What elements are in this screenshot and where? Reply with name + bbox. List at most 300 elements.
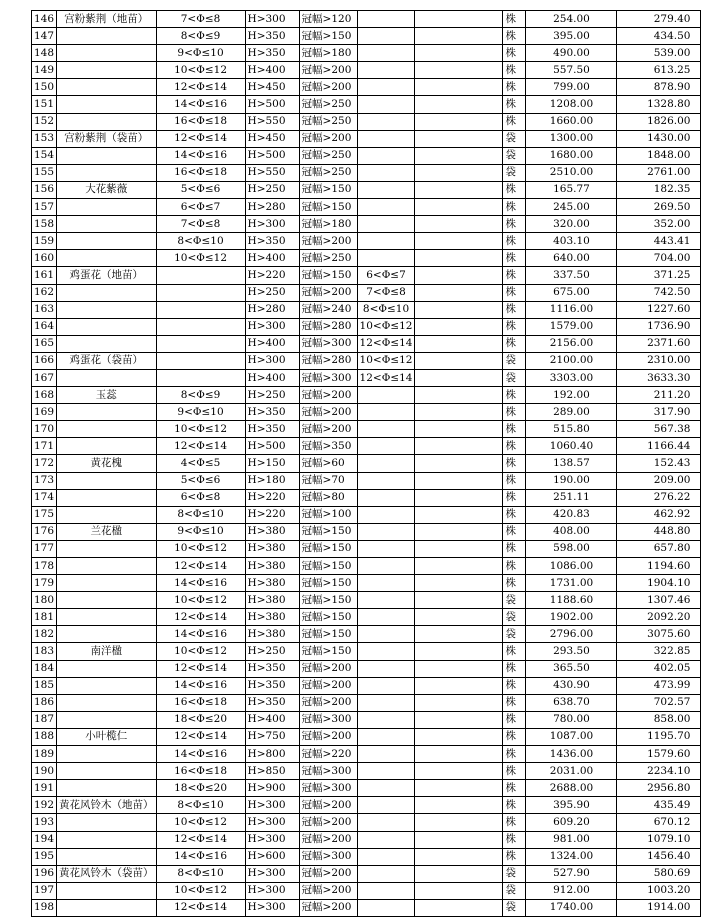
unit: 株: [503, 694, 526, 711]
unit: 株: [503, 301, 526, 318]
plant-name: [57, 694, 157, 711]
diameter-spec-alt: [357, 677, 415, 694]
diameter-spec-alt: [357, 250, 415, 267]
unit-price: 2156.00: [526, 335, 617, 352]
total-price: 211.20: [617, 387, 701, 404]
diameter-spec-alt: [357, 199, 415, 216]
plant-name: [57, 147, 157, 164]
diameter-spec-alt: [357, 79, 415, 96]
diameter-spec: 12<Φ≤14: [156, 831, 245, 848]
unit: 株: [503, 199, 526, 216]
total-price: 1166.44: [617, 438, 701, 455]
table-row: [32, 387, 701, 404]
unit: 株: [503, 455, 526, 472]
unit-price: 557.50: [526, 62, 617, 79]
unit: 株: [503, 575, 526, 592]
height-spec: H>250: [245, 284, 299, 301]
plant-name: [57, 45, 157, 62]
row-number: 183: [32, 643, 57, 660]
blank-cell: [415, 609, 503, 626]
height-spec: H>350: [245, 421, 299, 438]
total-price: 702.57: [617, 694, 701, 711]
total-price: 1456.40: [617, 848, 701, 865]
diameter-spec: 14<Φ≤16: [156, 848, 245, 865]
crown-spec: 冠幅>200: [299, 79, 357, 96]
total-price: 276.22: [617, 489, 701, 506]
height-spec: H>180: [245, 472, 299, 489]
diameter-spec: [156, 335, 245, 352]
table-row: [32, 694, 701, 711]
table-row: [32, 79, 701, 96]
table-row: [32, 28, 701, 45]
unit: 株: [503, 28, 526, 45]
table-row: [32, 421, 701, 438]
diameter-spec-alt: [357, 45, 415, 62]
diameter-spec-alt: [357, 181, 415, 198]
blank-cell: [415, 592, 503, 609]
crown-spec: 冠幅>150: [299, 643, 357, 660]
unit-price: 403.10: [526, 233, 617, 250]
plant-name: [57, 626, 157, 643]
diameter-spec-alt: [357, 523, 415, 540]
plant-name: [57, 199, 157, 216]
diameter-spec: 10<Φ≤12: [156, 62, 245, 79]
table-row: [32, 523, 701, 540]
blank-cell: [415, 848, 503, 865]
diameter-spec-alt: [357, 558, 415, 575]
crown-spec: 冠幅>120: [299, 11, 357, 28]
plant-name: 黄花槐: [57, 455, 157, 472]
total-price: 1195.70: [617, 728, 701, 745]
height-spec: H>220: [245, 267, 299, 284]
blank-cell: [415, 899, 503, 916]
row-number: 154: [32, 147, 57, 164]
table-row: [32, 797, 701, 814]
crown-spec: 冠幅>250: [299, 147, 357, 164]
diameter-spec: 6<Φ≤8: [156, 489, 245, 506]
unit: 株: [503, 79, 526, 96]
blank-cell: [415, 558, 503, 575]
unit: 株: [503, 814, 526, 831]
crown-spec: 冠幅>350: [299, 438, 357, 455]
unit: 株: [503, 250, 526, 267]
plant-name: [57, 558, 157, 575]
unit-price: 2100.00: [526, 352, 617, 369]
diameter-spec: 10<Φ≤12: [156, 250, 245, 267]
table-row: [32, 404, 701, 421]
row-number: 175: [32, 506, 57, 523]
table-row: [32, 284, 701, 301]
crown-spec: 冠幅>240: [299, 301, 357, 318]
total-price: 182.35: [617, 181, 701, 198]
unit-price: 1579.00: [526, 318, 617, 335]
unit: 株: [503, 558, 526, 575]
diameter-spec: [156, 301, 245, 318]
diameter-spec-alt: [357, 831, 415, 848]
table-row: [32, 575, 701, 592]
diameter-spec: 10<Φ≤12: [156, 643, 245, 660]
diameter-spec: 12<Φ≤14: [156, 609, 245, 626]
table-row: [32, 746, 701, 763]
blank-cell: [415, 233, 503, 250]
unit: 袋: [503, 164, 526, 181]
diameter-spec: 12<Φ≤14: [156, 558, 245, 575]
unit-price: 981.00: [526, 831, 617, 848]
height-spec: H>300: [245, 814, 299, 831]
unit: 株: [503, 233, 526, 250]
unit: 株: [503, 284, 526, 301]
table-row: [32, 455, 701, 472]
unit-price: 337.50: [526, 267, 617, 284]
unit-price: 254.00: [526, 11, 617, 28]
diameter-spec-alt: [357, 164, 415, 181]
diameter-spec-alt: [357, 96, 415, 113]
height-spec: H>300: [245, 831, 299, 848]
unit-price: 912.00: [526, 882, 617, 899]
diameter-spec: [156, 318, 245, 335]
total-price: 352.00: [617, 216, 701, 233]
unit: 株: [503, 335, 526, 352]
row-number: 146: [32, 11, 57, 28]
diameter-spec: 12<Φ≤14: [156, 79, 245, 96]
table-row: [32, 592, 701, 609]
unit-price: 527.90: [526, 865, 617, 882]
table-row: [32, 489, 701, 506]
unit-price: 1660.00: [526, 113, 617, 130]
unit-price: 245.00: [526, 199, 617, 216]
total-price: 462.92: [617, 506, 701, 523]
height-spec: H>300: [245, 899, 299, 916]
unit-price: 1680.00: [526, 147, 617, 164]
row-number: 157: [32, 199, 57, 216]
row-number: 181: [32, 609, 57, 626]
unit: 袋: [503, 882, 526, 899]
table-row: [32, 45, 701, 62]
unit-price: 1086.00: [526, 558, 617, 575]
row-number: 180: [32, 592, 57, 609]
row-number: 176: [32, 523, 57, 540]
crown-spec: 冠幅>200: [299, 814, 357, 831]
table-row: [32, 660, 701, 677]
total-price: 371.25: [617, 267, 701, 284]
row-number: 186: [32, 694, 57, 711]
unit-price: 408.00: [526, 523, 617, 540]
table-row: [32, 216, 701, 233]
blank-cell: [415, 318, 503, 335]
table-row: [32, 814, 701, 831]
height-spec: H>380: [245, 558, 299, 575]
unit-price: 490.00: [526, 45, 617, 62]
diameter-spec: 7<Φ≤8: [156, 216, 245, 233]
total-price: 2092.20: [617, 609, 701, 626]
diameter-spec: 14<Φ≤16: [156, 575, 245, 592]
table-row: [32, 899, 701, 916]
unit-price: 138.57: [526, 455, 617, 472]
plant-name: [57, 763, 157, 780]
row-number: 177: [32, 540, 57, 557]
table-row: [32, 882, 701, 899]
crown-spec: 冠幅>200: [299, 865, 357, 882]
diameter-spec: 10<Φ≤12: [156, 421, 245, 438]
plant-name: [57, 438, 157, 455]
unit: 株: [503, 96, 526, 113]
unit-price: 320.00: [526, 216, 617, 233]
height-spec: H>900: [245, 780, 299, 797]
table-row: [32, 711, 701, 728]
blank-cell: [415, 660, 503, 677]
height-spec: H>550: [245, 113, 299, 130]
height-spec: H>380: [245, 609, 299, 626]
height-spec: H>300: [245, 352, 299, 369]
table-row: [32, 763, 701, 780]
diameter-spec-alt: [357, 899, 415, 916]
diameter-spec-alt: [357, 438, 415, 455]
diameter-spec-alt: [357, 746, 415, 763]
plant-name: [57, 79, 157, 96]
plant-name: [57, 335, 157, 352]
height-spec: H>300: [245, 865, 299, 882]
diameter-spec: [156, 369, 245, 386]
row-number: 188: [32, 728, 57, 745]
table-row: [32, 318, 701, 335]
table-row: [32, 62, 701, 79]
plant-name: 玉蕊: [57, 387, 157, 404]
unit: 袋: [503, 626, 526, 643]
unit-price: 1300.00: [526, 130, 617, 147]
plant-name: [57, 660, 157, 677]
diameter-spec-alt: [357, 421, 415, 438]
unit: 株: [503, 523, 526, 540]
blank-cell: [415, 540, 503, 557]
diameter-spec-alt: [357, 865, 415, 882]
height-spec: H>250: [245, 643, 299, 660]
table-row: [32, 506, 701, 523]
height-spec: H>280: [245, 199, 299, 216]
height-spec: H>550: [245, 164, 299, 181]
blank-cell: [415, 404, 503, 421]
unit-price: 190.00: [526, 472, 617, 489]
plant-name: [57, 575, 157, 592]
diameter-spec-alt: [357, 233, 415, 250]
blank-cell: [415, 421, 503, 438]
diameter-spec-alt: [357, 626, 415, 643]
unit-price: 1731.00: [526, 575, 617, 592]
total-price: 2234.10: [617, 763, 701, 780]
diameter-spec: 7<Φ≤8: [156, 11, 245, 28]
diameter-spec: 10<Φ≤12: [156, 814, 245, 831]
unit-price: 395.00: [526, 28, 617, 45]
diameter-spec-alt: [357, 130, 415, 147]
row-number: 198: [32, 899, 57, 916]
crown-spec: 冠幅>200: [299, 387, 357, 404]
plant-name: [57, 318, 157, 335]
table-row: [32, 728, 701, 745]
row-number: 194: [32, 831, 57, 848]
plant-name: 兰花楹: [57, 523, 157, 540]
total-price: 322.85: [617, 643, 701, 660]
crown-spec: 冠幅>150: [299, 181, 357, 198]
total-price: 580.69: [617, 865, 701, 882]
row-number: 174: [32, 489, 57, 506]
unit: 株: [503, 848, 526, 865]
crown-spec: 冠幅>300: [299, 848, 357, 865]
total-price: 613.25: [617, 62, 701, 79]
unit: 株: [503, 540, 526, 557]
unit-price: 2796.00: [526, 626, 617, 643]
total-price: 3075.60: [617, 626, 701, 643]
blank-cell: [415, 677, 503, 694]
plant-name: [57, 848, 157, 865]
blank-cell: [415, 626, 503, 643]
plant-name: [57, 899, 157, 916]
table-row: [32, 643, 701, 660]
table-row: [32, 780, 701, 797]
unit-price: 2688.00: [526, 780, 617, 797]
unit: 株: [503, 267, 526, 284]
diameter-spec: [156, 352, 245, 369]
height-spec: H>350: [245, 694, 299, 711]
diameter-spec: 9<Φ≤10: [156, 45, 245, 62]
crown-spec: 冠幅>250: [299, 250, 357, 267]
blank-cell: [415, 797, 503, 814]
unit-price: 165.77: [526, 181, 617, 198]
height-spec: H>500: [245, 438, 299, 455]
blank-cell: [415, 575, 503, 592]
blank-cell: [415, 79, 503, 96]
unit: 株: [503, 763, 526, 780]
plant-name: [57, 814, 157, 831]
row-number: 156: [32, 181, 57, 198]
unit: 袋: [503, 592, 526, 609]
crown-spec: 冠幅>70: [299, 472, 357, 489]
unit-price: 1188.60: [526, 592, 617, 609]
diameter-spec: 12<Φ≤14: [156, 728, 245, 745]
diameter-spec: 8<Φ≤9: [156, 28, 245, 45]
blank-cell: [415, 45, 503, 62]
unit: 袋: [503, 130, 526, 147]
unit: 株: [503, 643, 526, 660]
row-number: 166: [32, 352, 57, 369]
unit-price: 1208.00: [526, 96, 617, 113]
total-price: 3633.30: [617, 369, 701, 386]
row-number: 147: [32, 28, 57, 45]
total-price: 539.00: [617, 45, 701, 62]
diameter-spec: 10<Φ≤12: [156, 592, 245, 609]
unit: 株: [503, 677, 526, 694]
unit: 株: [503, 489, 526, 506]
height-spec: H>400: [245, 369, 299, 386]
blank-cell: [415, 746, 503, 763]
unit: 株: [503, 387, 526, 404]
blank-cell: [415, 831, 503, 848]
row-number: 158: [32, 216, 57, 233]
row-number: 159: [32, 233, 57, 250]
row-number: 153: [32, 130, 57, 147]
crown-spec: 冠幅>300: [299, 335, 357, 352]
blank-cell: [415, 164, 503, 181]
total-price: 2371.60: [617, 335, 701, 352]
diameter-spec: 5<Φ≤6: [156, 472, 245, 489]
diameter-spec: 8<Φ≤10: [156, 233, 245, 250]
plant-name: 宫粉紫荆（袋苗）: [57, 130, 157, 147]
diameter-spec-alt: [357, 763, 415, 780]
diameter-spec-alt: [357, 11, 415, 28]
unit-price: 430.90: [526, 677, 617, 694]
crown-spec: 冠幅>150: [299, 558, 357, 575]
unit: 袋: [503, 352, 526, 369]
height-spec: H>350: [245, 45, 299, 62]
blank-cell: [415, 694, 503, 711]
diameter-spec: 8<Φ≤10: [156, 865, 245, 882]
plant-name: [57, 284, 157, 301]
row-number: 155: [32, 164, 57, 181]
blank-cell: [415, 472, 503, 489]
height-spec: H>450: [245, 79, 299, 96]
diameter-spec: 18<Φ≤20: [156, 711, 245, 728]
plant-name: 宫粉紫荆（地苗）: [57, 11, 157, 28]
table-row: [32, 11, 701, 28]
diameter-spec: 5<Φ≤6: [156, 181, 245, 198]
blank-cell: [415, 216, 503, 233]
unit: 株: [503, 728, 526, 745]
table-row: [32, 250, 701, 267]
plant-name: [57, 404, 157, 421]
crown-spec: 冠幅>180: [299, 45, 357, 62]
row-number: 171: [32, 438, 57, 455]
row-number: 162: [32, 284, 57, 301]
unit-price: 251.11: [526, 489, 617, 506]
plant-name: [57, 250, 157, 267]
crown-spec: 冠幅>200: [299, 421, 357, 438]
crown-spec: 冠幅>150: [299, 523, 357, 540]
total-price: 1194.60: [617, 558, 701, 575]
unit: 株: [503, 181, 526, 198]
unit: 株: [503, 746, 526, 763]
row-number: 164: [32, 318, 57, 335]
total-price: 1079.10: [617, 831, 701, 848]
price-table: [31, 10, 701, 917]
diameter-spec-alt: 10<Φ≤12: [357, 352, 415, 369]
blank-cell: [415, 728, 503, 745]
row-number: 196: [32, 865, 57, 882]
plant-name: [57, 216, 157, 233]
plant-name: [57, 301, 157, 318]
diameter-spec-alt: [357, 711, 415, 728]
crown-spec: 冠幅>200: [299, 233, 357, 250]
table-row: [32, 199, 701, 216]
height-spec: H>400: [245, 711, 299, 728]
table-row: [32, 369, 701, 386]
crown-spec: 冠幅>200: [299, 284, 357, 301]
row-number: 190: [32, 763, 57, 780]
diameter-spec-alt: [357, 489, 415, 506]
height-spec: H>380: [245, 592, 299, 609]
row-number: 160: [32, 250, 57, 267]
crown-spec: 冠幅>150: [299, 199, 357, 216]
diameter-spec: 10<Φ≤12: [156, 882, 245, 899]
diameter-spec: 8<Φ≤10: [156, 797, 245, 814]
table-row: [32, 147, 701, 164]
crown-spec: 冠幅>60: [299, 455, 357, 472]
plant-name: [57, 780, 157, 797]
unit: 株: [503, 438, 526, 455]
height-spec: H>220: [245, 489, 299, 506]
total-price: 567.38: [617, 421, 701, 438]
total-price: 269.50: [617, 199, 701, 216]
unit: 株: [503, 660, 526, 677]
total-price: 434.50: [617, 28, 701, 45]
blank-cell: [415, 387, 503, 404]
